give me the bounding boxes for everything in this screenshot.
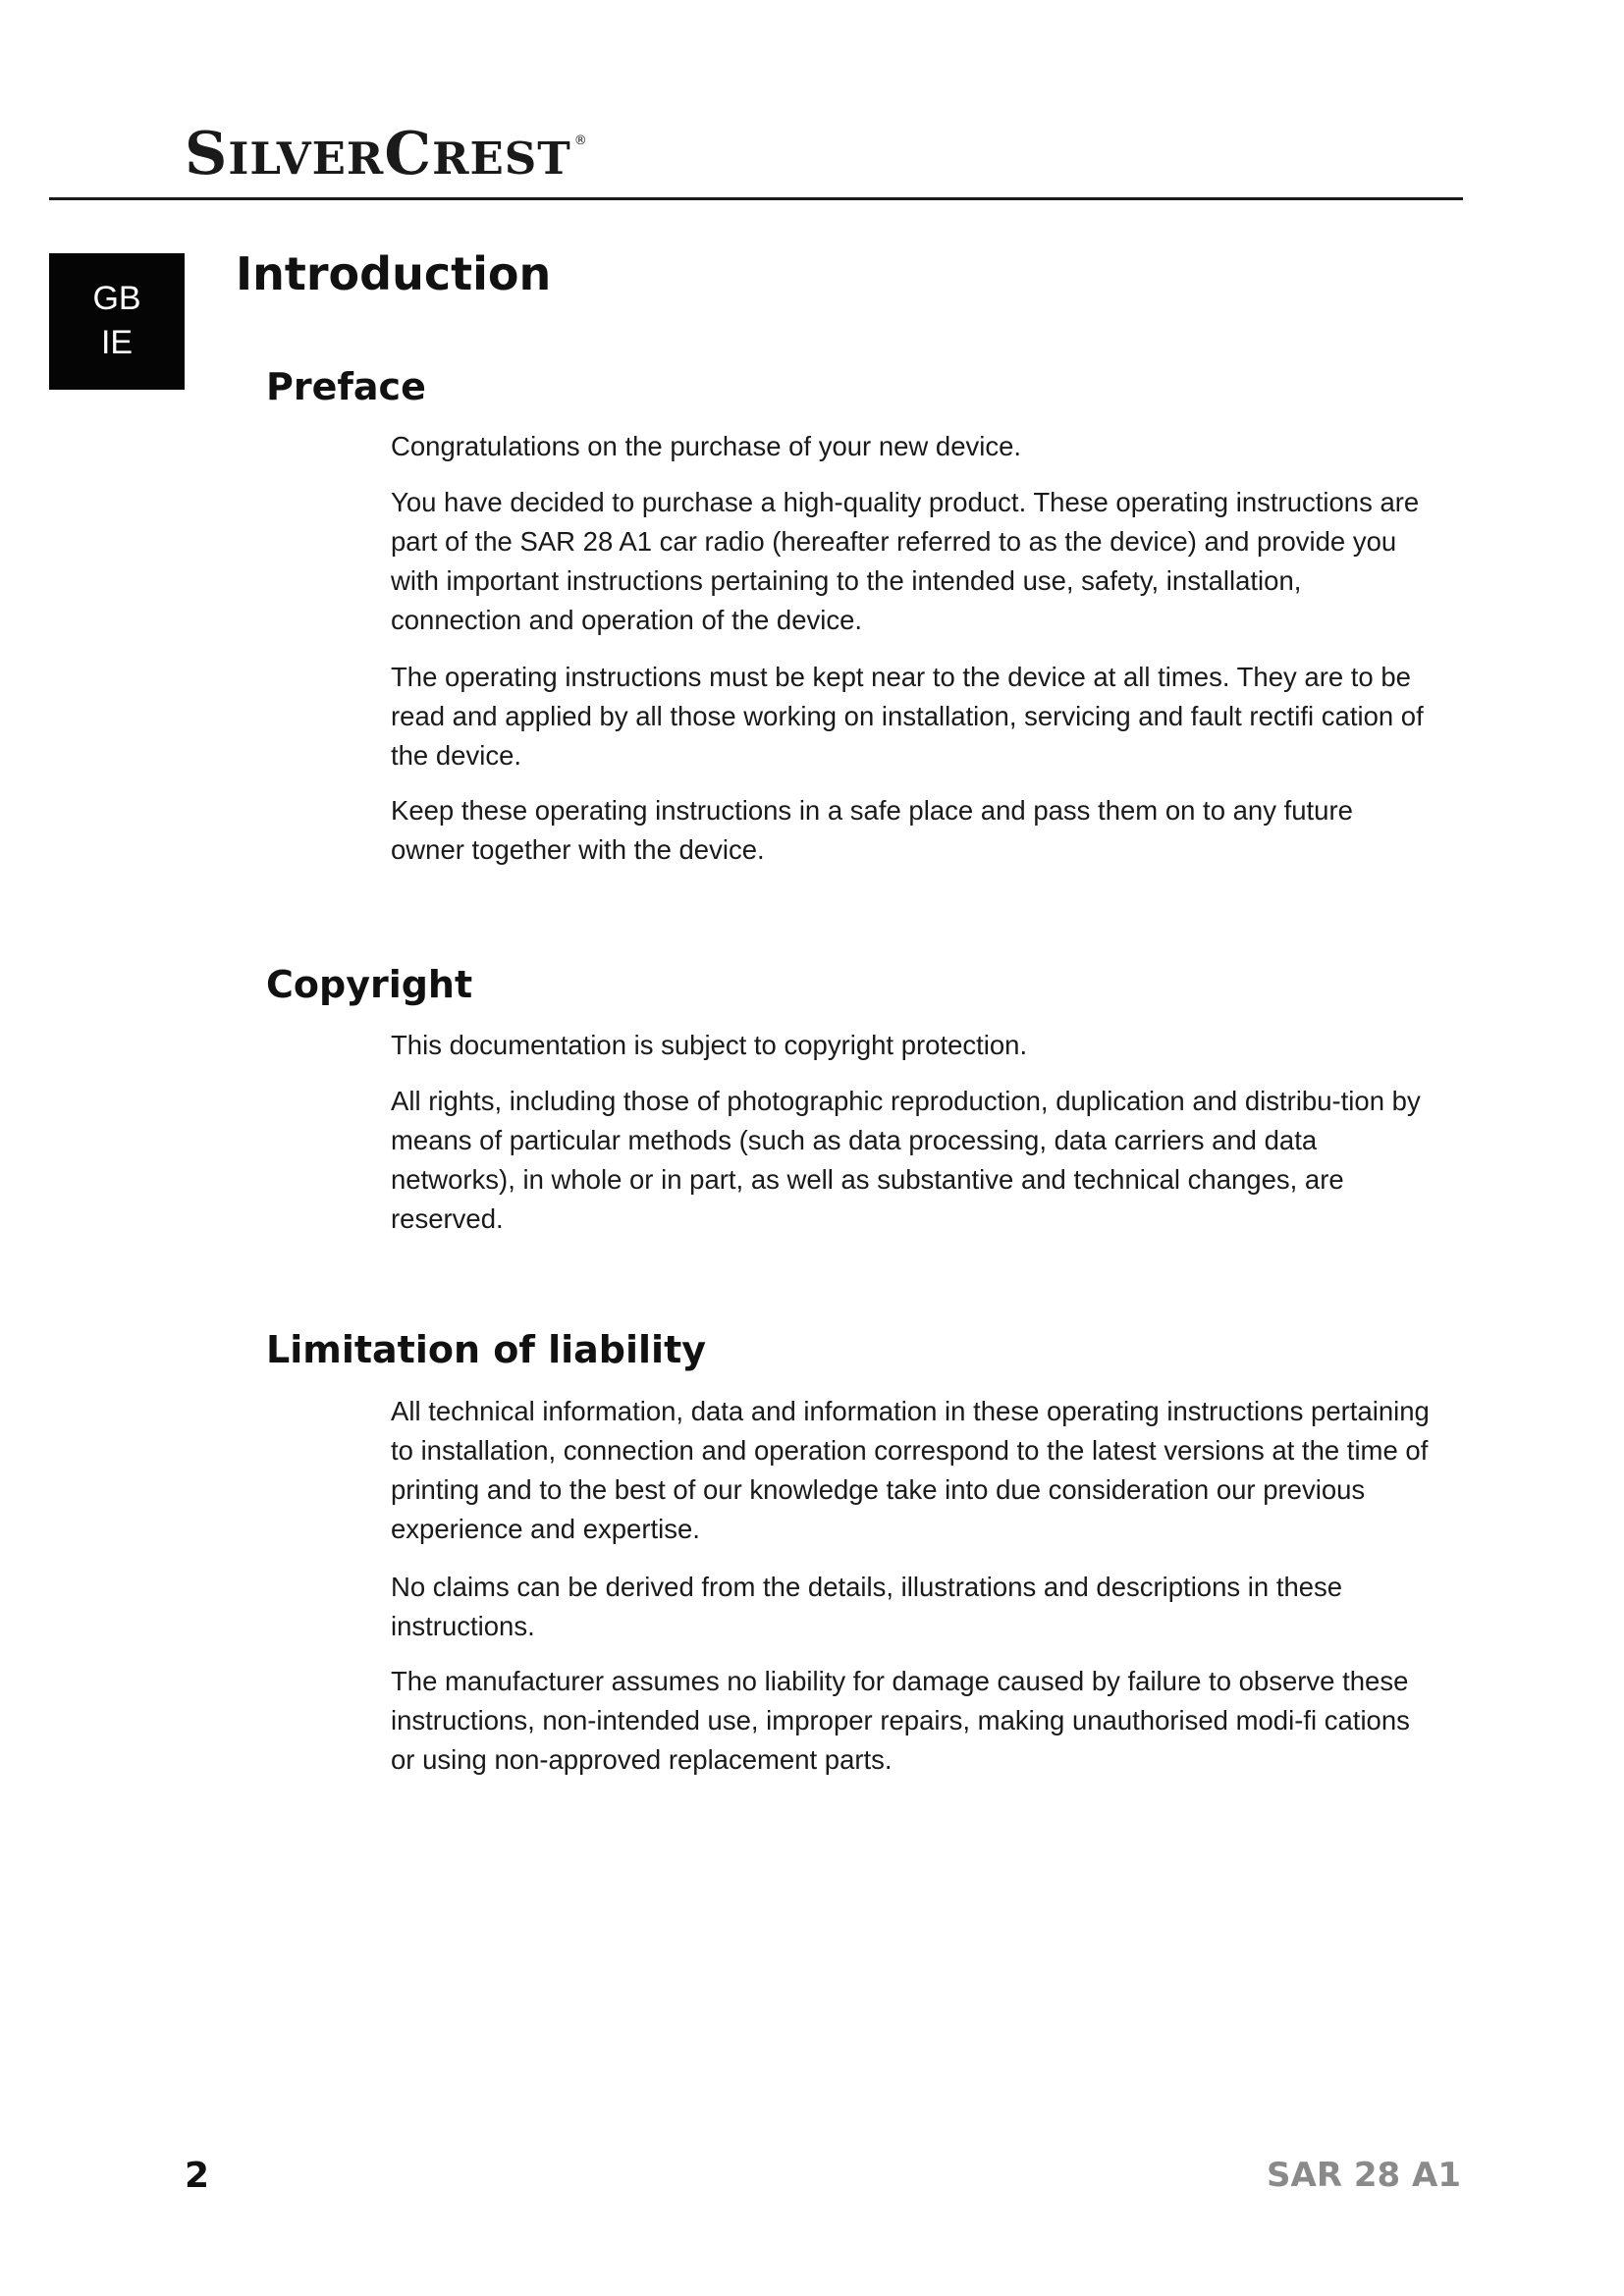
copyright-paragraph: This documentation is subject to copyright protection. bbox=[391, 1030, 1028, 1060]
model-name: SAR 28 A1 bbox=[1267, 2156, 1461, 2195]
registered-mark: ® bbox=[573, 133, 588, 148]
lang-code: GB bbox=[92, 280, 141, 317]
copyright-paragraph: All rights, including those of photographic reproduction, duplication and distribu-tion by means of particular methods (such as data processing, data carriers and data networks), in whole or in part, as well as substantive and technical changes, are reserved. bbox=[391, 1086, 1421, 1234]
logo-letter: C bbox=[384, 120, 433, 188]
liability-paragraph: The manufacturer assumes no liability for damage caused by failure to observe these instructions, non-intended use, improper repairs, making unauthorised modi-fi cations or using non-approved replacement parts. bbox=[391, 1666, 1410, 1775]
logo-letters: ILVER bbox=[228, 133, 385, 185]
liability-paragraph: All technical information, data and information in these operating instructions pertaining to installation, connection and operation correspond to the latest versions at the time of printing and to the best of our knowledge take into due consideration our previous experience and expertise. bbox=[391, 1396, 1430, 1544]
heading-copyright: Copyright bbox=[266, 963, 473, 1006]
heading-preface: Preface bbox=[266, 365, 426, 408]
section-title-introduction: Introduction bbox=[236, 247, 552, 300]
logo-letters: REST bbox=[432, 133, 571, 185]
preface-paragraph: Keep these operating instructions in a safe place and pass them on to any future owner together with the device. bbox=[391, 795, 1353, 865]
preface-paragraph: Congratulations on the purchase of your new device. bbox=[391, 431, 1022, 461]
lang-code: IE bbox=[100, 324, 134, 361]
logo-letter: S bbox=[185, 120, 229, 188]
heading-limitation-of-liability: Limitation of liability bbox=[266, 1328, 707, 1371]
page-number: 2 bbox=[185, 2156, 210, 2196]
header-divider bbox=[49, 197, 1463, 200]
brand-logo bbox=[185, 120, 588, 188]
preface-paragraph: You have decided to purchase a high-quality product. These operating instructions are part of the SAR 28 A1 car radio (hereafter referred to as the device) and provide you with important instructions pertaining to the intended use, safety, installation, connection and operation of the device. bbox=[391, 487, 1420, 635]
language-tab bbox=[49, 253, 185, 390]
liability-paragraph: No claims can be derived from the details, illustrations and descriptions in these instructions. bbox=[391, 1572, 1343, 1641]
preface-paragraph: The operating instructions must be kept near to the device at all times. They are to be read and applied by all those working on installation, servicing and fault rectifi cation of the device. bbox=[391, 662, 1424, 771]
